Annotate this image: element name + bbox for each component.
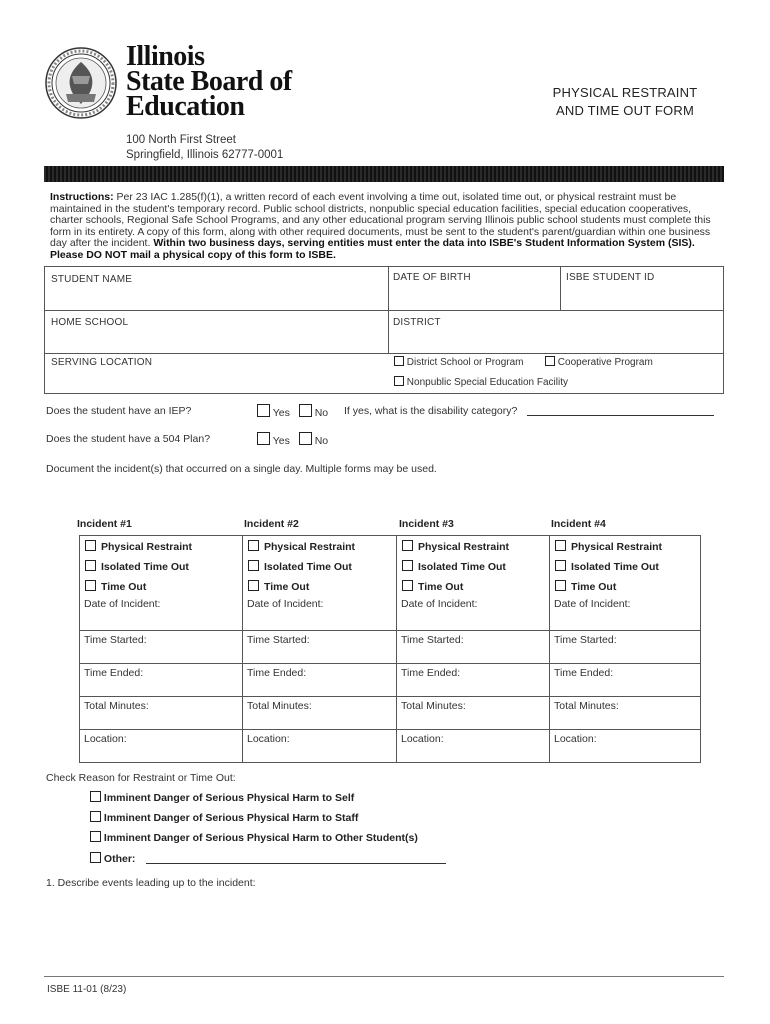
incident-1-physical-restraint-option[interactable]: [85, 540, 192, 553]
iep-no-checkbox[interactable]: [299, 404, 312, 417]
isbe-student-id-field[interactable]: ISBE STUDENT ID: [566, 272, 655, 283]
incident-1-total-minutes-field[interactable]: [79, 696, 243, 730]
incident-4-physical-restraint-label: Physical Restraint: [571, 541, 663, 553]
reason-other-students-option[interactable]: [90, 831, 418, 844]
plan-504-yes-checkbox[interactable]: [257, 432, 270, 445]
incident-2-isolated-time-out-option[interactable]: [248, 560, 352, 573]
incident-4-physical-restraint-checkbox[interactable]: [555, 540, 566, 551]
instructions-label: Instructions:: [50, 191, 114, 203]
incident-1-total-minutes-label: Total Minutes:: [84, 700, 149, 712]
incident-4-time-started-label: Time Started:: [554, 634, 617, 646]
header-divider-band: [44, 166, 724, 182]
date-of-birth-field[interactable]: DATE OF BIRTH: [393, 272, 471, 283]
incident-3-isolated-time-out-label: Isolated Time Out: [418, 561, 506, 573]
incident-1-isolated-time-out-checkbox[interactable]: [85, 560, 96, 571]
incident-1-isolated-time-out-option[interactable]: [85, 560, 189, 573]
nonpublic-facility-option[interactable]: [394, 376, 568, 388]
reason-staff-option[interactable]: [90, 811, 358, 824]
nonpublic-facility-label: Nonpublic Special Education Facility: [406, 377, 568, 388]
reason-other-option[interactable]: [90, 852, 135, 865]
incident-2-physical-restraint-option[interactable]: [248, 540, 355, 553]
incident-3-total-minutes-label: Total Minutes:: [401, 700, 466, 712]
reason-self-option[interactable]: [90, 791, 354, 804]
incident-4-location-label: Location:: [554, 733, 597, 745]
incident-4-physical-restraint-option[interactable]: [555, 540, 662, 553]
home-school-field[interactable]: HOME SCHOOL: [51, 317, 129, 328]
student-info-grid: [44, 266, 724, 394]
incident-3-time-out-option[interactable]: [402, 580, 463, 593]
student-name-field[interactable]: STUDENT NAME: [51, 274, 133, 285]
incident-2-time-ended-field[interactable]: [242, 663, 397, 697]
reason-staff-label: Imminent Danger of Serious Physical Harm to Staff: [103, 812, 359, 824]
incident-2-header: Incident #2: [244, 518, 299, 530]
incident-1-type-cell: [79, 535, 243, 631]
district-school-checkbox[interactable]: [394, 356, 404, 366]
incident-3-isolated-time-out-checkbox[interactable]: [402, 560, 413, 571]
incident-3-time-out-label: Time Out: [418, 581, 464, 593]
incident-3-physical-restraint-label: Physical Restraint: [418, 541, 510, 553]
incident-1-time-out-option[interactable]: [85, 580, 146, 593]
incident-4-header: Incident #4: [551, 518, 606, 530]
incident-1-time-out-checkbox[interactable]: [85, 580, 96, 591]
incident-3-time-started-field[interactable]: [396, 630, 550, 664]
iep-no-label: No: [314, 407, 329, 419]
address: [126, 133, 283, 163]
reason-staff-checkbox[interactable]: [90, 811, 101, 822]
incident-4-time-out-option[interactable]: [555, 580, 616, 593]
incident-4-time-ended-field[interactable]: [549, 663, 701, 697]
incident-2-isolated-time-out-label: Isolated Time Out: [264, 561, 352, 573]
nonpublic-facility-checkbox[interactable]: [394, 376, 404, 386]
district-school-label: District School or Program: [406, 357, 524, 368]
incident-3-isolated-time-out-option[interactable]: [402, 560, 506, 573]
iep-yes-label: Yes: [272, 407, 290, 419]
incident-3-total-minutes-field[interactable]: [396, 696, 550, 730]
plan-504-yes-label: Yes: [272, 435, 290, 447]
incident-4-type-cell: [549, 535, 701, 631]
incident-3-location-label: Location:: [401, 733, 444, 745]
organization-name: [126, 41, 292, 122]
cooperative-program-option[interactable]: [545, 356, 653, 368]
grid-divider-v2: [560, 266, 561, 310]
incident-2-location-field[interactable]: [242, 729, 397, 763]
incident-1-physical-restraint-checkbox[interactable]: [85, 540, 96, 551]
disability-category-question: If yes, what is the disability category?: [344, 405, 518, 417]
incident-3-date-label: Date of Incident:: [401, 598, 478, 610]
incident-4-time-ended-label: Time Ended:: [554, 667, 614, 679]
cooperative-program-label: Cooperative Program: [557, 357, 653, 368]
incident-3-location-field[interactable]: [396, 729, 550, 763]
incident-4-time-out-checkbox[interactable]: [555, 580, 566, 591]
incident-1-time-ended-label: Time Ended:: [84, 667, 144, 679]
incident-4-isolated-time-out-checkbox[interactable]: [555, 560, 566, 571]
disability-category-field[interactable]: [527, 415, 714, 416]
address-line-1: 100 North First Street: [126, 134, 236, 146]
incident-2-total-minutes-label: Total Minutes:: [247, 700, 312, 712]
incident-3-physical-restraint-checkbox[interactable]: [402, 540, 413, 551]
incident-2-physical-restraint-label: Physical Restraint: [264, 541, 356, 553]
incident-3-time-out-checkbox[interactable]: [402, 580, 413, 591]
incident-4-date-label: Date of Incident:: [554, 598, 631, 610]
reason-self-checkbox[interactable]: [90, 791, 101, 802]
grid-divider-h1: [44, 310, 724, 311]
incident-4-isolated-time-out-option[interactable]: [555, 560, 659, 573]
incident-1-time-started-label: Time Started:: [84, 634, 147, 646]
reason-other-field[interactable]: [146, 863, 446, 864]
cooperative-program-checkbox[interactable]: [545, 356, 555, 366]
grid-divider-h2: [44, 353, 724, 354]
reason-heading: Check Reason for Restraint or Time Out:: [46, 772, 236, 784]
incident-2-time-out-checkbox[interactable]: [248, 580, 259, 591]
form-title: [520, 84, 730, 120]
incident-2-total-minutes-field[interactable]: [242, 696, 397, 730]
org-line-1: Illinois: [126, 41, 205, 72]
incident-4-total-minutes-label: Total Minutes:: [554, 700, 619, 712]
incident-2-physical-restraint-checkbox[interactable]: [248, 540, 259, 551]
reason-self-label: Imminent Danger of Serious Physical Harm to Self: [103, 792, 355, 804]
incident-3-time-started-label: Time Started:: [401, 634, 464, 646]
incident-4-total-minutes-field[interactable]: [549, 696, 701, 730]
reason-other-label: Other:: [103, 853, 136, 865]
incident-2-time-out-label: Time Out: [264, 581, 310, 593]
incident-2-location-label: Location:: [247, 733, 290, 745]
incident-3-time-ended-label: Time Ended:: [401, 667, 461, 679]
incident-1-header: Incident #1: [77, 518, 132, 530]
serving-location-field[interactable]: SERVING LOCATION: [51, 357, 153, 368]
incident-3-time-ended-field[interactable]: [396, 663, 550, 697]
form-number: ISBE 11-01 (8/23): [47, 984, 127, 995]
iep-question: Does the student have an IEP?: [46, 405, 192, 417]
reason-other-checkbox[interactable]: [90, 852, 101, 863]
incident-3-type-cell: [396, 535, 550, 631]
incident-3-physical-restraint-option[interactable]: [402, 540, 509, 553]
form-title-line-2: AND TIME OUT FORM: [556, 103, 694, 118]
incident-2-time-started-field[interactable]: [242, 630, 397, 664]
instructions-text: Per 23 IAC 1.285(f)(1), a written record of each event involving a time out, isolated time out, or physical restraint must be maintained in the student's temporary record. Public school districts, nonpublic special education facilities, special education cooperatives, charter schools, Regional Safe School Programs, and any other educational program serving Illinois public school students must complete this form in its entirety. A copy of this form, along with other required documents, must be sent to the student's parent/guardian within one business day after the incident.: [50, 191, 711, 250]
incident-2-date-label: Date of Incident:: [247, 598, 324, 610]
incident-4-time-started-field[interactable]: [549, 630, 701, 664]
incident-1-date-label: Date of Incident:: [84, 598, 161, 610]
incident-4-isolated-time-out-label: Isolated Time Out: [571, 561, 659, 573]
form-title-line-1: PHYSICAL RESTRAINT: [552, 85, 698, 100]
instructions: [50, 192, 722, 262]
incident-1-time-out-label: Time Out: [101, 581, 147, 593]
incident-1-time-ended-field[interactable]: [79, 663, 243, 697]
incident-2-type-cell: [242, 535, 397, 631]
plan-504-question: Does the student have a 504 Plan?: [46, 433, 211, 445]
org-line-2: State Board of: [126, 66, 292, 97]
reason-other-students-checkbox[interactable]: [90, 831, 101, 842]
iep-answer-group: [257, 404, 328, 419]
incident-2-time-out-option[interactable]: [248, 580, 309, 593]
footer-rule: [44, 976, 724, 977]
reason-other-students-label: Imminent Danger of Serious Physical Harm to Other Student(s): [103, 832, 418, 844]
org-line-3: Education: [126, 91, 245, 122]
incident-2-time-started-label: Time Started:: [247, 634, 310, 646]
incident-1-isolated-time-out-label: Isolated Time Out: [101, 561, 189, 573]
describe-events-field[interactable]: [46, 893, 722, 969]
illinois-state-seal-icon: [44, 46, 118, 120]
incident-4-location-field[interactable]: [549, 729, 701, 763]
district-field[interactable]: DISTRICT: [393, 317, 441, 328]
iep-yes-checkbox[interactable]: [257, 404, 270, 417]
plan-504-no-label: No: [314, 435, 329, 447]
incident-4-time-out-label: Time Out: [571, 581, 617, 593]
incident-1-location-field[interactable]: [79, 729, 243, 763]
incident-3-header: Incident #3: [399, 518, 454, 530]
document-note: Document the incident(s) that occurred on a single day. Multiple forms may be used.: [46, 463, 437, 475]
address-line-2: Springfield, Illinois 62777-0001: [126, 149, 284, 161]
plan-504-no-checkbox[interactable]: [299, 432, 312, 445]
incident-2-isolated-time-out-checkbox[interactable]: [248, 560, 259, 571]
plan-504-answer-group: [257, 432, 328, 447]
incident-2-time-ended-label: Time Ended:: [247, 667, 307, 679]
describe-events-question: 1. Describe events leading up to the incident:: [46, 877, 256, 889]
incident-1-time-started-field[interactable]: [79, 630, 243, 664]
incident-1-location-label: Location:: [84, 733, 127, 745]
incident-1-physical-restraint-label: Physical Restraint: [101, 541, 193, 553]
district-school-option[interactable]: [394, 356, 523, 368]
instructions-bold-text: Within two business days, serving entities must enter the data into ISBE's Student Information System (SIS). Please DO NOT mail a physical copy of this form to ISBE.: [50, 237, 695, 261]
